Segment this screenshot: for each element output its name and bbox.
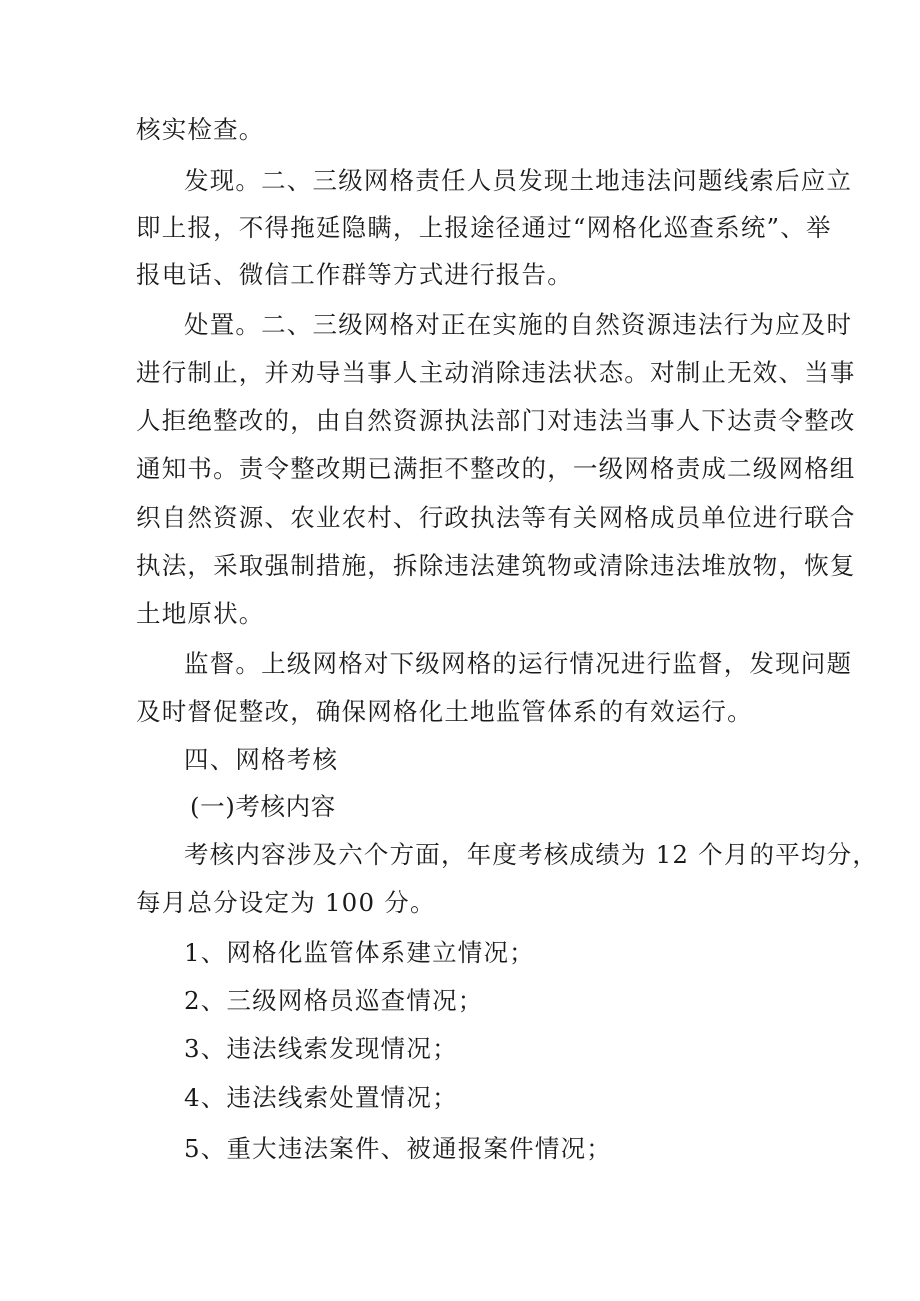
paragraph-line: 即上报，不得拖延隐瞒，上报途径通过“网格化巡查系统”、举	[136, 213, 832, 242]
section-heading: 四、网格考核	[184, 745, 339, 774]
paragraph-line: 发现。二、三级网格责任人员发现土地违法问题线索后应立	[184, 166, 853, 195]
list-item: 3、违法线索发现情况；	[184, 1034, 458, 1063]
paragraph-line: 处置。二、三级网格对正在实施的自然资源违法行为应及时	[184, 310, 853, 339]
paragraph-line: 进行制止，并劝导当事人主动消除违法状态。对制止无效、当事	[136, 358, 856, 387]
paragraph-line: 通知书。责令整改期已满拒不整改的，一级网格责成二级网格组	[136, 454, 856, 483]
paragraph-line: 核实检查。	[136, 115, 265, 144]
paragraph-line: 报电话、微信工作群等方式进行报告。	[136, 260, 573, 289]
paragraph-line: 人拒绝整改的，由自然资源执法部门对违法当事人下达责令整改	[136, 406, 856, 435]
paragraph-line: 执法，采取强制措施，拆除违法建筑物或清除违法堆放物，恢复	[136, 551, 856, 580]
paragraph-line: 及时督促整改，确保网格化土地监管体系的有效运行。	[136, 697, 753, 726]
list-item: 4、违法线索处置情况；	[184, 1083, 458, 1112]
paragraph-line: 考核内容涉及六个方面，年度考核成绩为 12 个月的平均分，	[184, 840, 879, 869]
list-item: 2、三级网格员巡查情况；	[184, 986, 484, 1015]
paragraph-line: 土地原状。	[136, 599, 265, 628]
paragraph-line: 织自然资源、农业农村、行政执法等有关网格成员单位进行联合	[136, 503, 856, 532]
subsection-heading: (一)考核内容	[190, 792, 336, 821]
list-item: 5、重大违法案件、被通报案件情况；	[184, 1134, 612, 1163]
paragraph-line: 每月总分设定为 100 分。	[136, 888, 436, 917]
paragraph-line: 监督。上级网格对下级网格的运行情况进行监督，发现问题	[184, 649, 853, 678]
list-item: 1、网格化监管体系建立情况；	[184, 938, 535, 967]
